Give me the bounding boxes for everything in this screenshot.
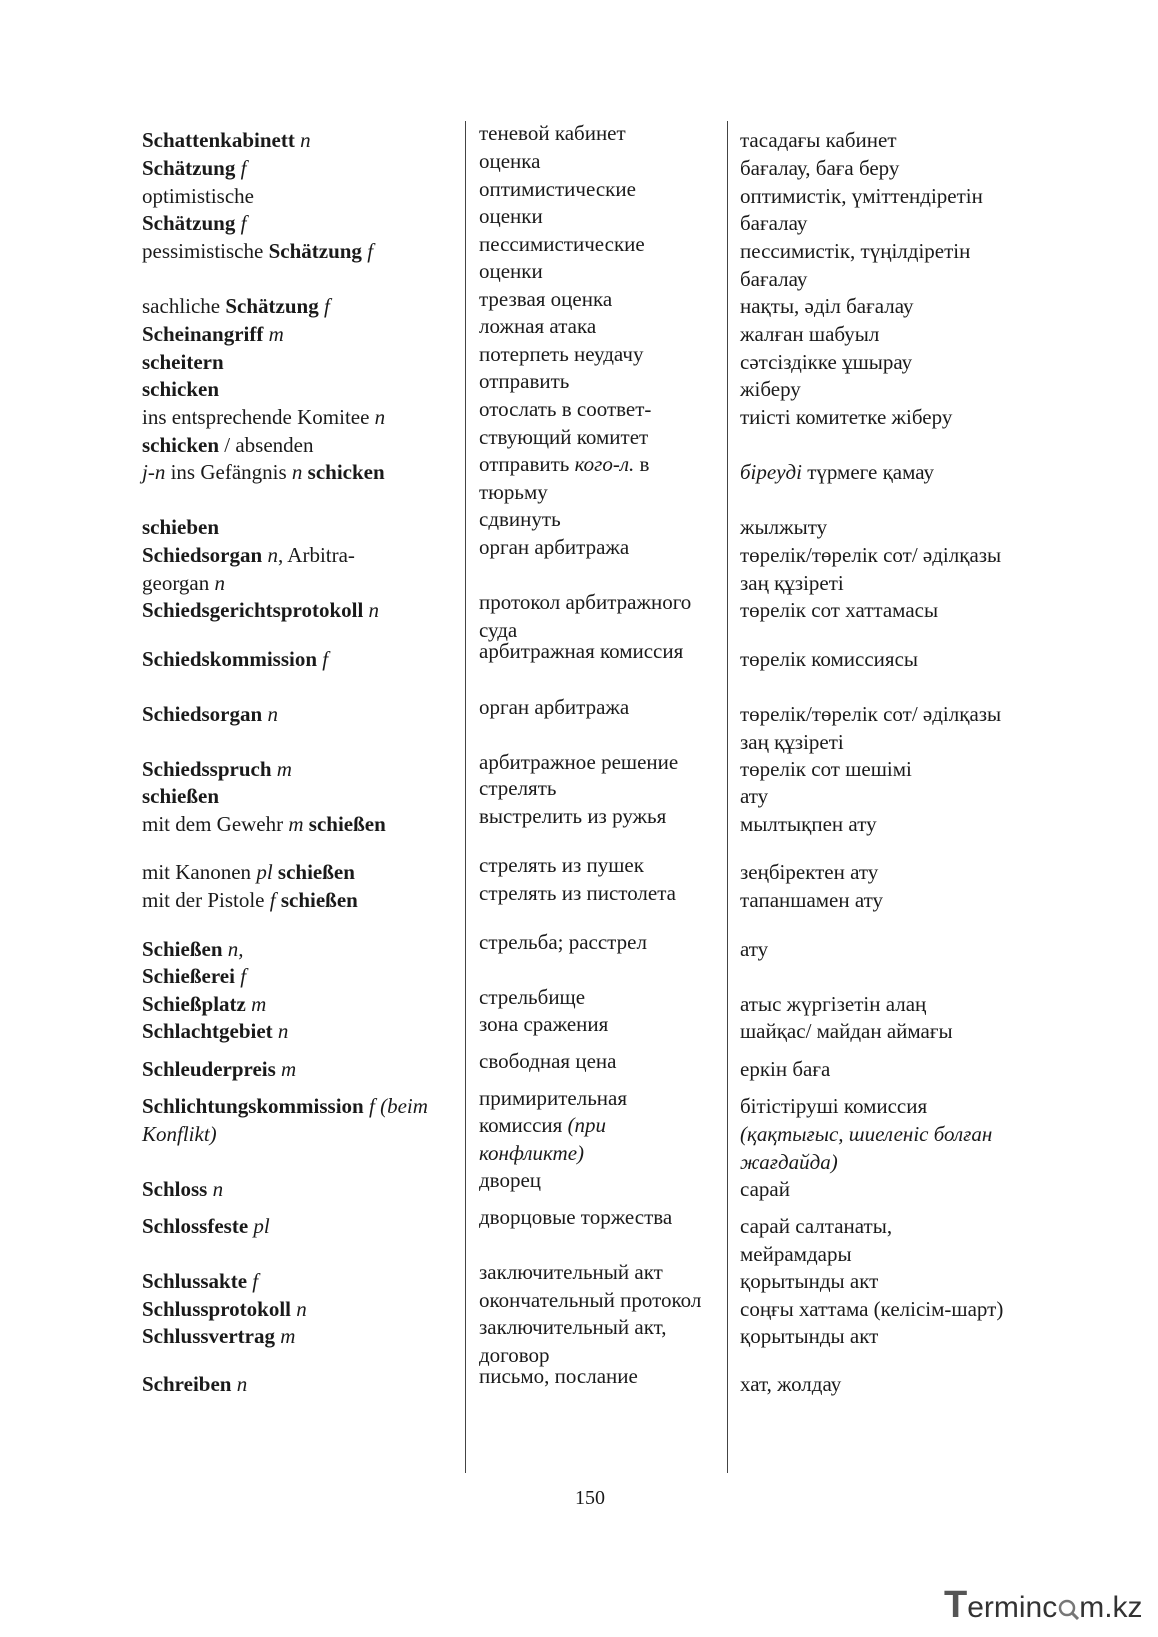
ru-line [479, 231, 645, 257]
ru-text: оценки [479, 204, 543, 228]
de-text: mit Kanonen [142, 860, 257, 884]
ru-text: арбитражное решение [479, 750, 679, 774]
kk-text: жағдайда) [740, 1150, 838, 1174]
ru-text: отправить [479, 369, 570, 393]
de-line [142, 238, 373, 264]
ru-text: письмо, послание [479, 1364, 638, 1388]
kk-line [740, 859, 878, 885]
kk-text: төрелік/төрелік сот/ әділқазы [740, 702, 1002, 726]
de-text: Schätzung [268, 239, 368, 263]
de-line [142, 542, 355, 568]
de-line [142, 756, 292, 782]
ru-line [479, 1140, 584, 1166]
de-text: n [296, 1297, 307, 1321]
ru-text: оценка [479, 149, 541, 173]
kk-text: (қақтығыс, шиеленіс болған [740, 1122, 993, 1146]
kk-text: түрмеге қамау [801, 460, 934, 484]
de-text: Schlichtungskommission [142, 1094, 369, 1118]
de-line [142, 701, 278, 727]
de-line [142, 1018, 288, 1044]
de-text: Schiedsgerichtsprotokoll [142, 598, 369, 622]
ru-line [479, 148, 541, 174]
ru-text: свободная цена [479, 1049, 617, 1073]
kk-line [740, 266, 807, 292]
ru-line [479, 1167, 541, 1193]
ru-line [479, 775, 556, 801]
de-line [142, 887, 358, 913]
kk-line [740, 1268, 878, 1294]
de-text: pl [253, 1214, 270, 1238]
ru-line [479, 341, 643, 367]
ru-line [479, 589, 691, 615]
kk-text: сәтсіздікке ұшырау [740, 350, 913, 374]
de-text: Schießplatz [142, 992, 252, 1016]
column-divider-1 [465, 121, 466, 1473]
ru-text: суда [479, 618, 518, 642]
kk-line [740, 127, 897, 153]
kk-line [740, 376, 801, 402]
de-text: schießen [308, 812, 386, 836]
kk-text: төрелік/төрелік сот/ әділқазы [740, 543, 1002, 567]
kk-line [740, 1213, 892, 1239]
de-line [142, 991, 266, 1017]
de-text: schießen [277, 860, 355, 884]
kk-line [740, 756, 912, 782]
de-line [142, 1296, 307, 1322]
de-text: f [252, 1269, 259, 1293]
de-text: schicken [142, 433, 220, 457]
kk-text: бағалау [740, 267, 808, 291]
ru-line [479, 984, 585, 1010]
de-line [142, 349, 224, 375]
ru-line [479, 396, 651, 422]
de-text: pessimistische [142, 239, 269, 263]
ru-line [479, 1204, 672, 1230]
de-text: m [288, 812, 304, 836]
de-line [142, 570, 225, 596]
de-line [142, 859, 355, 885]
ru-line [479, 1259, 663, 1285]
de-text: Schlussprotokoll [142, 1297, 297, 1321]
de-text: f [269, 888, 276, 912]
de-text: Schätzung [142, 156, 241, 180]
kk-line [740, 887, 883, 913]
ru-text: комиссия [479, 1113, 568, 1137]
ru-line [479, 803, 666, 829]
kk-line [740, 729, 844, 755]
de-text: schicken [142, 377, 220, 401]
de-text: scheitern [142, 350, 224, 374]
ru-text: стрелять [479, 776, 557, 800]
ru-text: теневой кабинет [479, 121, 626, 145]
ru-text: (при [567, 1113, 607, 1137]
ru-text: примирительная [479, 1086, 628, 1110]
de-text: f [240, 964, 247, 988]
ru-line [479, 479, 548, 505]
column-divider-2 [727, 121, 728, 1473]
kk-text: бітістіруші комиссия [740, 1094, 928, 1118]
ru-text: в [634, 452, 650, 476]
de-text: m [280, 1324, 296, 1348]
ru-line [479, 424, 648, 450]
ru-text: оптимистические [479, 177, 636, 201]
kk-text: жалған шабуыл [740, 322, 880, 346]
ru-line [479, 1112, 606, 1138]
kk-line [740, 183, 983, 209]
ru-text: ложная атака [479, 314, 597, 338]
de-text: m [281, 1057, 297, 1081]
de-text: Schattenkabinett [142, 128, 301, 152]
kk-text: ату [740, 784, 769, 808]
ru-line [479, 852, 644, 878]
ru-text: стрельбище [479, 985, 586, 1009]
de-line [142, 1323, 295, 1349]
kk-line [740, 542, 1001, 568]
ru-line [479, 203, 543, 229]
kk-text: нақты, әділ бағалау [740, 294, 914, 318]
de-line [142, 1213, 270, 1239]
de-line [142, 210, 246, 236]
kk-line [740, 1093, 927, 1119]
de-line [142, 646, 328, 672]
de-line [142, 1093, 428, 1119]
kk-text: соңғы хаттама (келісім-шарт) [740, 1297, 1004, 1321]
kk-line [740, 1018, 953, 1044]
de-text: m [251, 992, 267, 1016]
de-text: f [368, 1094, 375, 1118]
kk-line [740, 646, 918, 672]
de-text: mit der Pistole [142, 888, 270, 912]
de-text: n [214, 571, 226, 595]
de-text: f [322, 647, 329, 671]
de-line [142, 811, 386, 837]
de-text: n [374, 405, 386, 429]
de-text: Schlachtgebiet [142, 1019, 278, 1043]
de-text: schießen [142, 784, 220, 808]
ru-line [479, 1011, 608, 1037]
kk-line [740, 155, 899, 181]
de-text: Schießerei [142, 964, 241, 988]
logo-letter: T [944, 1584, 968, 1626]
de-line [142, 1056, 296, 1082]
ru-text: конфликте) [479, 1141, 585, 1165]
de-line [142, 514, 219, 540]
de-line [142, 127, 311, 153]
de-text: Scheinangriff [142, 322, 269, 346]
ru-text: пессимистические [479, 232, 645, 256]
kk-text: біреуді [740, 460, 802, 484]
kk-line [740, 404, 952, 430]
ru-text: орган арбитража [479, 695, 630, 719]
de-line [142, 404, 385, 430]
kk-text: бағалау, баға беру [740, 156, 900, 180]
kk-line [740, 459, 934, 485]
magnifier-icon [1057, 1598, 1079, 1620]
ru-text: потерпеть неудачу [479, 342, 644, 366]
kk-line [740, 783, 768, 809]
page-number: 150 [575, 1487, 605, 1509]
kk-text: ату [740, 937, 769, 961]
de-text: Schlussvertrag [142, 1324, 281, 1348]
de-line [142, 1176, 223, 1202]
de-text: Schätzung [142, 211, 241, 235]
kk-line [740, 210, 807, 236]
kk-text: мейрамдары [740, 1242, 852, 1266]
de-line [142, 1371, 247, 1397]
de-text: n [368, 598, 380, 622]
de-text: n [277, 1019, 289, 1043]
kk-line [740, 514, 827, 540]
kk-line [740, 1323, 878, 1349]
kk-text: шайқас/ майдан аймағы [740, 1019, 953, 1043]
kk-text: жылжыту [740, 515, 828, 539]
ru-text: протокол арбитражного [479, 590, 692, 614]
de-line [142, 293, 330, 319]
ru-line [479, 929, 647, 955]
ru-text: стрелять из пистолета [479, 881, 676, 905]
kk-line [740, 293, 913, 319]
ru-line [479, 120, 626, 146]
de-text: n [267, 543, 278, 567]
de-line [142, 1121, 217, 1147]
ru-line [479, 313, 596, 339]
kk-text: хат, жолдау [740, 1372, 842, 1396]
de-text: mit dem Gewehr [142, 812, 289, 836]
de-text: Schreiben [142, 1372, 237, 1396]
logo-text-part: erminc [967, 1591, 1058, 1624]
de-text: sachliche [142, 294, 226, 318]
kk-text: зеңбіректен ату [740, 860, 879, 884]
kk-line [740, 1176, 790, 1202]
ru-line [479, 1048, 616, 1074]
de-text: pl [256, 860, 273, 884]
termincom-logo[interactable] [944, 1585, 1144, 1625]
kk-line [740, 1296, 1003, 1322]
de-text: f [323, 294, 330, 318]
de-text: Schlussakte [142, 1269, 253, 1293]
de-text: georgan [142, 571, 215, 595]
kk-text: тасадағы кабинет [740, 128, 897, 152]
de-text: n [236, 1372, 248, 1396]
de-line [142, 155, 246, 181]
kk-line [740, 597, 938, 623]
ru-text: трезвая оценка [479, 287, 613, 311]
de-text: m [276, 757, 292, 781]
de-text: Schätzung [225, 294, 324, 318]
ru-line [479, 258, 543, 284]
ru-line [479, 368, 569, 394]
kk-text: жіберу [740, 377, 801, 401]
ru-text: оценки [479, 259, 543, 283]
kk-text: қорытынды акт [740, 1269, 879, 1293]
kk-text: тапаншамен ату [740, 888, 884, 912]
ru-text: орган арбитража [479, 535, 630, 559]
ru-line [479, 694, 629, 720]
de-text: Schiedsorgan [142, 702, 268, 726]
ru-text: заключительный акт [479, 1260, 663, 1284]
ru-line [479, 451, 649, 477]
kk-line [740, 811, 877, 837]
kk-text: сарай салтанаты, [740, 1214, 893, 1238]
de-text: n [267, 702, 278, 726]
ru-line [479, 638, 683, 664]
ru-text: кого-л. [574, 452, 635, 476]
de-text: , Arbitra- [277, 543, 355, 567]
de-text: Konflikt) [142, 1122, 217, 1146]
kk-text: төрелік сот шешімі [740, 757, 912, 781]
kk-line [740, 238, 970, 264]
kk-line [740, 701, 1001, 727]
kk-text: пессимистік, түңілдіретін [740, 239, 971, 263]
ru-text: сдвинуть [479, 507, 561, 531]
de-text: (beim [374, 1094, 428, 1118]
kk-line [740, 1056, 830, 1082]
ru-text: отослать в соответ- [479, 397, 652, 421]
de-line [142, 321, 284, 347]
de-text: Schiedsorgan [142, 543, 268, 567]
kk-line [740, 321, 879, 347]
de-text: ins entsprechende Komitee [142, 405, 375, 429]
de-line [142, 936, 244, 962]
ru-text: тюрьму [479, 480, 548, 504]
de-text: n, [227, 937, 244, 961]
kk-text: бағалау [740, 211, 808, 235]
de-line [142, 783, 219, 809]
de-text: Schießen [142, 937, 228, 961]
kk-text: заң құзіреті [740, 571, 844, 595]
ru-line [479, 506, 561, 532]
de-text: Schiedskommission [142, 647, 323, 671]
kk-text: оптимистік, үміттендіретін [740, 184, 983, 208]
de-text: schicken [307, 460, 385, 484]
ru-text: стрелять из пушек [479, 853, 644, 877]
kk-line [740, 1121, 992, 1147]
de-text: ins Gefängnis [165, 460, 292, 484]
ru-line [479, 534, 629, 560]
ru-text: ствующий комитет [479, 425, 649, 449]
ru-text: стрельба; расстрел [479, 930, 647, 954]
kk-text: қорытынды акт [740, 1324, 879, 1348]
ru-text: окончательный протокол [479, 1288, 702, 1312]
kk-line [740, 570, 844, 596]
ru-line [479, 1287, 701, 1313]
de-line [142, 432, 314, 458]
kk-text: төрелік сот хаттамасы [740, 598, 939, 622]
de-line [142, 1268, 258, 1294]
kk-line [740, 1371, 841, 1397]
de-text: j-n [142, 460, 166, 484]
de-text: Schiedsspruch [142, 757, 277, 781]
de-text: Schleuderpreis [142, 1057, 282, 1081]
kk-text: төрелік комиссиясы [740, 647, 918, 671]
kk-text: сарай [740, 1177, 790, 1201]
ru-line [479, 176, 636, 202]
de-text: Schlossfeste [142, 1214, 254, 1238]
ru-line [479, 749, 678, 775]
ru-line [479, 286, 612, 312]
de-line [142, 597, 379, 623]
logo-domain: m.kz [1079, 1591, 1143, 1624]
ru-text: арбитражная комиссия [479, 639, 684, 663]
kk-line [740, 1241, 852, 1267]
ru-text: отправить [479, 452, 575, 476]
ru-line [479, 880, 676, 906]
kk-text: еркін баға [740, 1057, 831, 1081]
kk-line [740, 991, 926, 1017]
kk-text: заң құзіреті [740, 730, 844, 754]
de-text: m [268, 322, 284, 346]
de-text: f [240, 211, 247, 235]
kk-text: тиісті комитетке жіберу [740, 405, 953, 429]
ru-text: договор [479, 1343, 550, 1367]
ru-text: зона сражения [479, 1012, 609, 1036]
ru-line [479, 1363, 638, 1389]
kk-line [740, 349, 912, 375]
ru-text: заключительный акт, [479, 1315, 667, 1339]
ru-text: выстрелить из ружья [479, 804, 667, 828]
de-text: Schloss [142, 1177, 213, 1201]
de-line [142, 459, 385, 485]
de-text: n [212, 1177, 224, 1201]
kk-text: мылтықпен ату [740, 812, 877, 836]
de-text: optimistische [142, 184, 254, 208]
ru-text: дворцовые торжества [479, 1205, 673, 1229]
ru-text: дворец [479, 1168, 542, 1192]
kk-line [740, 1149, 838, 1175]
de-line [142, 183, 254, 209]
de-line [142, 376, 219, 402]
ru-line [479, 1085, 627, 1111]
de-text: n [300, 128, 311, 152]
de-text: f [367, 239, 374, 263]
kk-text: атыс жүргізетін алаң [740, 992, 927, 1016]
ru-line [479, 1314, 666, 1340]
de-text: schießen [280, 888, 358, 912]
de-line [142, 963, 246, 989]
kk-line [740, 936, 768, 962]
de-text: schieben [142, 515, 220, 539]
de-text: f [240, 156, 247, 180]
de-text: n [291, 460, 303, 484]
de-text: / absenden [219, 433, 314, 457]
